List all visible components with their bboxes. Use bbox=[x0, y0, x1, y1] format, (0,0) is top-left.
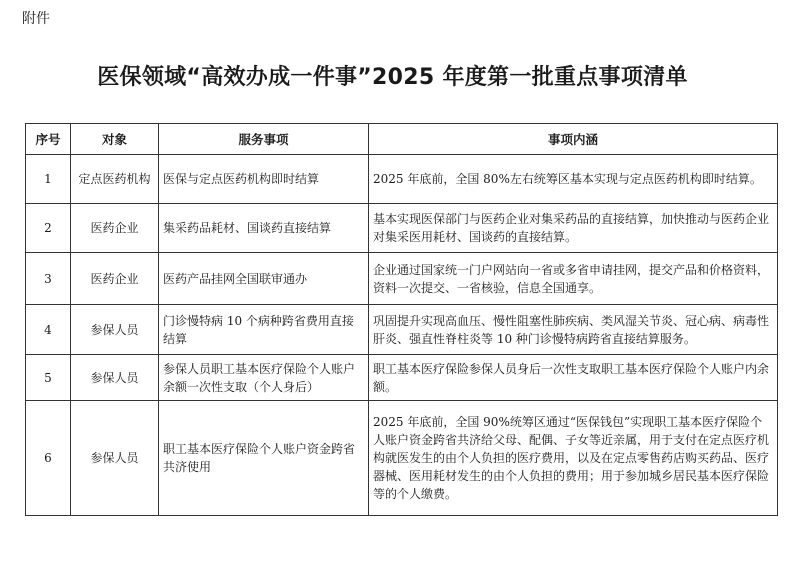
table-row bbox=[26, 204, 778, 253]
table-row bbox=[26, 253, 778, 305]
table-header-row bbox=[26, 124, 778, 155]
row-no: 2 bbox=[26, 204, 71, 253]
row-content: 企业通过国家统一门户网站向一省或多省申请挂网，提交产品和价格资料，资料一次提交、一省核验，信息全国通享。 bbox=[369, 253, 778, 305]
row-target: 参保人员 bbox=[71, 401, 159, 516]
row-content: 基本实现医保部门与医药企业对集采药品的直接结算，加快推动与医药企业对集采医用耗材、国谈药的直接结算。 bbox=[369, 204, 778, 253]
table-row bbox=[26, 155, 778, 204]
table-row bbox=[26, 401, 778, 516]
row-service-item: 医药产品挂网全国联审通办 bbox=[159, 253, 369, 305]
attachment-label: 附件 bbox=[22, 11, 50, 27]
row-service-item: 门诊慢特病 10 个病种跨省费用直接结算 bbox=[159, 305, 369, 355]
table-row bbox=[26, 305, 778, 355]
header-service-item: 服务事项 bbox=[159, 124, 369, 155]
table-row bbox=[26, 355, 778, 401]
row-content: 2025 年底前，全国 90%统筹区通过“医保钱包”实现职工基本医疗保险个人账户资金跨省共济给父母、配偶、子女等近亲属，用于支付在定点医疗机构就医发生的由个人负担的医疗费用，以及在定点零售药店购买药品、医疗器械、医用耗材发生的由个人负担的费用；用于参加城乡居民基本医疗保险等的个人缴费。 bbox=[369, 401, 778, 516]
row-no: 5 bbox=[26, 355, 71, 401]
row-content: 2025 年底前，全国 80%左右统筹区基本实现与定点医药机构即时结算。 bbox=[369, 155, 778, 204]
row-target: 定点医药机构 bbox=[71, 155, 159, 204]
row-service-item: 医保与定点医药机构即时结算 bbox=[159, 155, 369, 204]
row-service-item: 集采药品耗材、国谈药直接结算 bbox=[159, 204, 369, 253]
page-title: 医保领域“高效办成一件事”2025 年度第一批重点事项清单 bbox=[97, 65, 688, 90]
row-content: 巩固提升实现高血压、慢性阻塞性肺疾病、类风湿关节炎、冠心病、病毒性肝炎、强直性脊柱炎等 10 种门诊慢特病跨省直接结算服务。 bbox=[369, 305, 778, 355]
row-service-item: 参保人员职工基本医疗保险个人账户余额一次性支取（个人身后） bbox=[159, 355, 369, 401]
row-content: 职工基本医疗保险参保人员身后一次性支取职工基本医疗保险个人账户内余额。 bbox=[369, 355, 778, 401]
row-service-item: 职工基本医疗保险个人账户资金跨省共济使用 bbox=[159, 401, 369, 516]
row-no: 1 bbox=[26, 155, 71, 204]
row-target: 参保人员 bbox=[71, 355, 159, 401]
matters-table bbox=[25, 123, 778, 516]
row-target: 医药企业 bbox=[71, 204, 159, 253]
row-target: 医药企业 bbox=[71, 253, 159, 305]
header-content: 事项内涵 bbox=[369, 124, 778, 155]
row-no: 4 bbox=[26, 305, 71, 355]
header-no: 序号 bbox=[26, 124, 71, 155]
row-target: 参保人员 bbox=[71, 305, 159, 355]
row-no: 6 bbox=[26, 401, 71, 516]
row-no: 3 bbox=[26, 253, 71, 305]
header-target: 对象 bbox=[71, 124, 159, 155]
